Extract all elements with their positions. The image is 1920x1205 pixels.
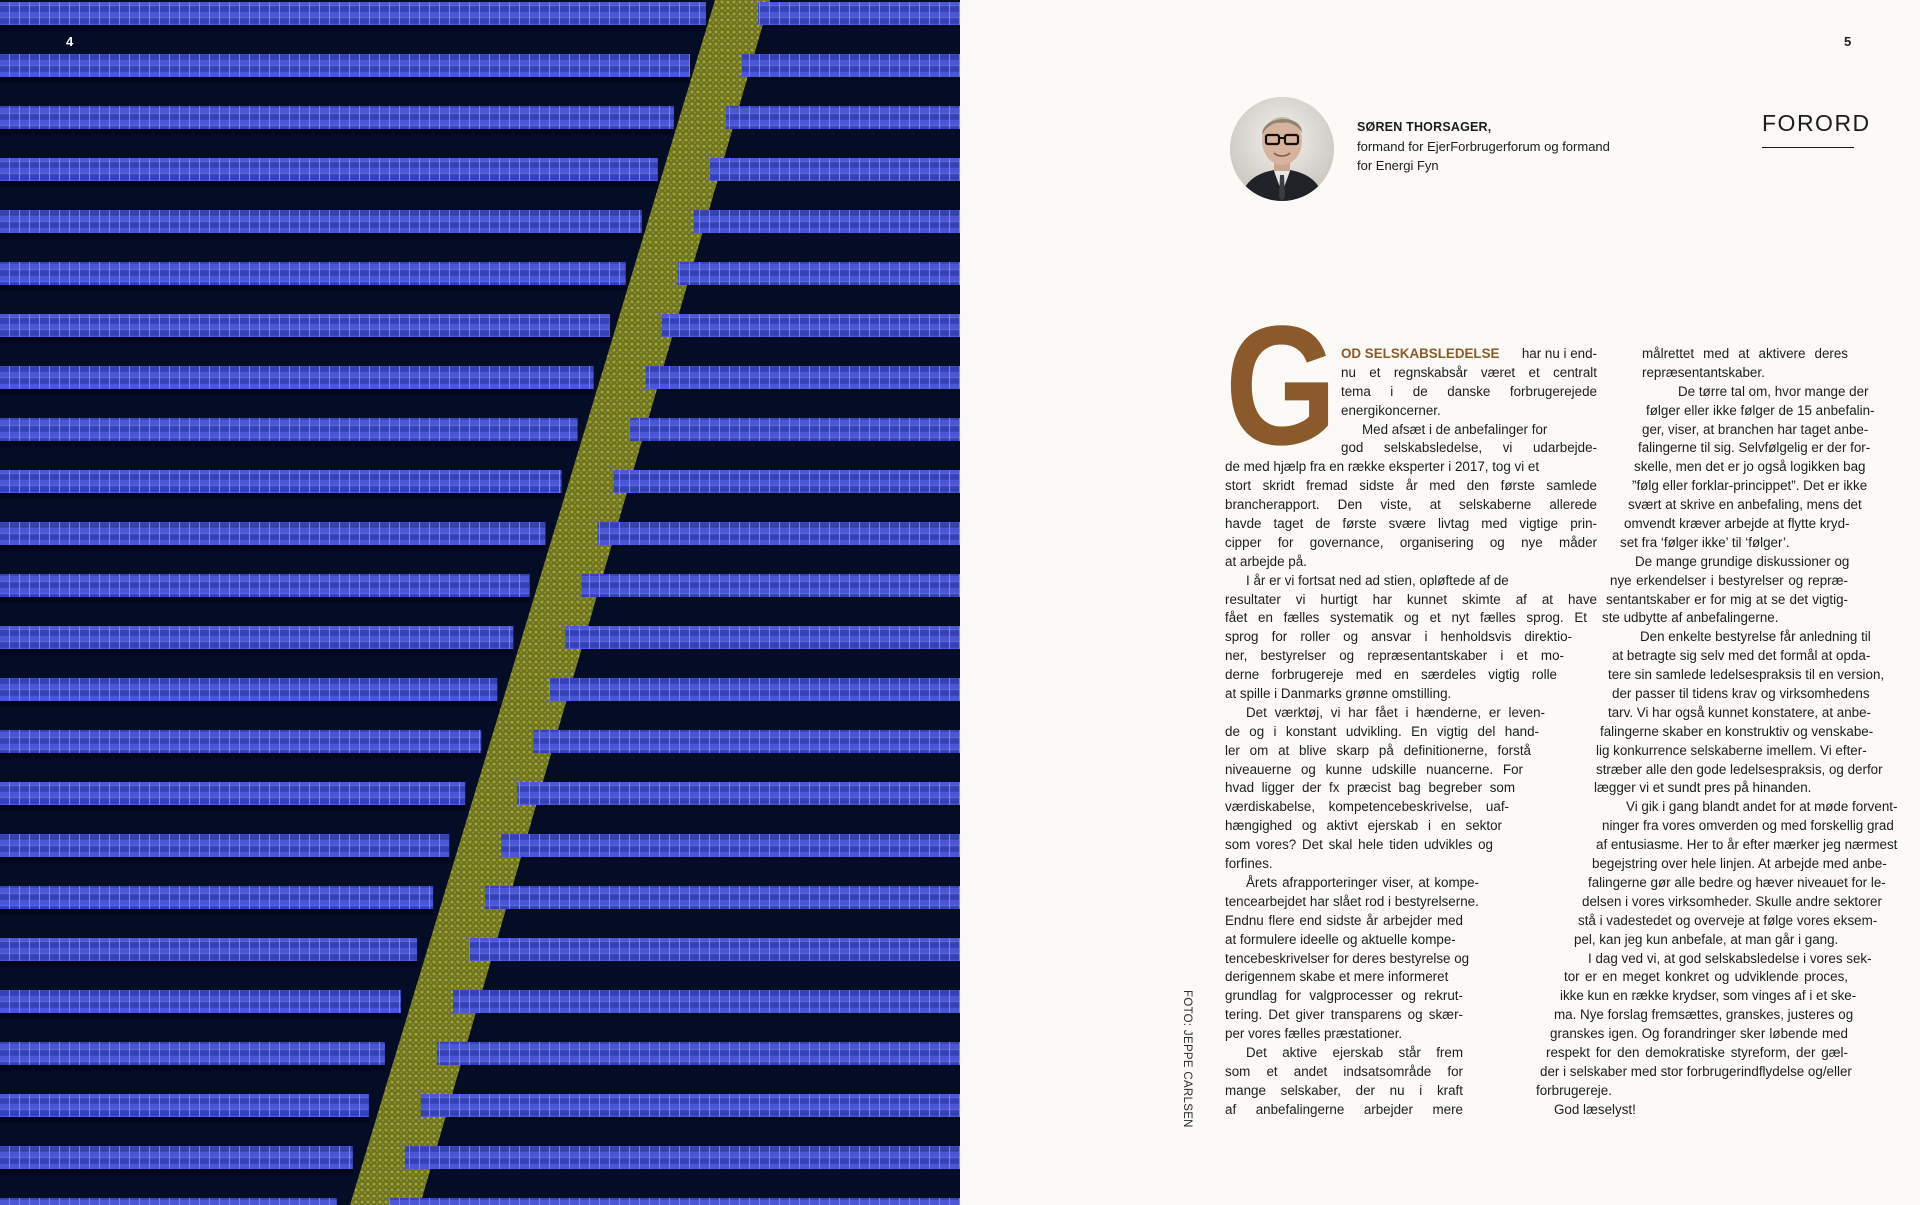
article-line: ”følg eller forklar-princippet”. Det er ikke: [1632, 478, 1868, 494]
article-line: lægger vi et sundt pres på hinanden.: [1594, 780, 1812, 796]
article-line: hængighed og aktivt ejerskab i en sektor: [1225, 818, 1502, 834]
article-line: nu et regnskabsår været et centralt: [1341, 364, 1597, 380]
article-line: at spille i Danmarks grønne omstilling.: [1225, 686, 1452, 702]
article-line: falingerne gør alle bedre og hæver niveauet for le-: [1588, 874, 1886, 890]
article-line: Den enkelte bestyrelse får anledning til: [1640, 629, 1871, 645]
article-line: Endnu flere end sidste år arbejder med: [1225, 912, 1463, 928]
article-line: skelle, men det er jo også logikken bag: [1634, 459, 1866, 475]
article-line: lig konkurrence selskaberne imellem. Vi efter-: [1596, 742, 1867, 758]
article-line: Det aktive ejerskab står frem: [1246, 1044, 1463, 1060]
article-line: I år er vi fortsat ned ad stien, opløftede af de: [1246, 572, 1509, 588]
author-name: SØREN THORSAGER,: [1357, 120, 1492, 134]
article-line: ikke kun en række krydser, som vinges af i et ske-: [1560, 988, 1857, 1004]
avatar-icon: [1230, 97, 1334, 201]
article-line: værdiskabelse, kompetencebeskrivelse, uaf-: [1225, 799, 1509, 815]
article-line: tencearbejdet har slået rod i bestyrelserne.: [1225, 893, 1479, 909]
article-line: stå i vadestedet og overveje at følge vores eksem-: [1578, 912, 1878, 928]
article-line: mange selskaber, der nu i kraft: [1225, 1082, 1463, 1098]
article-line: Vi gik i gang blandt andet for at møde forvent-: [1626, 799, 1898, 815]
page-number-left: 4: [66, 34, 74, 49]
article-column-2: [1478, 345, 1898, 1120]
article-line: ger, viser, at branchen har taget anbe-: [1642, 421, 1869, 437]
article-line: grundlag for valgprocesser og rekrut-: [1225, 988, 1463, 1004]
article-line: at betragte sig selv med det formål at opda-: [1612, 648, 1871, 664]
article-line: ste udbytte af anbefalingerne.: [1602, 610, 1779, 626]
article-line: falingerne skaber en konstruktiv og venskabe-: [1600, 723, 1874, 739]
article-line: omvendt kræver arbejde at flytte kryd-: [1624, 516, 1850, 532]
drop-cap-letter: G: [1225, 320, 1337, 455]
article-line: ner, bestyrelser og repræsentantskaber i et mo-: [1225, 648, 1564, 664]
article-line: af anbefalingerne arbejder mere: [1225, 1101, 1463, 1117]
article-line: tencebeskrivelser for deres bestyrelse og: [1225, 950, 1470, 966]
article-line: per vores fælles præstationer.: [1225, 1026, 1403, 1042]
article-line: niveauerne og kunne udskille nuancerne. For: [1225, 761, 1523, 777]
article-line: Med afsæt i de anbefalinger for: [1362, 421, 1548, 437]
article-line: cipper for governance, organisering og nye måder: [1225, 534, 1597, 550]
article-line: svært at skrive en anbefaling, mens det: [1628, 497, 1862, 513]
article-line: stræber alle den gode ledelsespraksis, og derfor: [1596, 761, 1883, 777]
article-line: nye erkendelser i bestyrelser og repræ-: [1610, 572, 1848, 588]
article-line: de og i konstant udvikling. En vigtig del hand-: [1225, 723, 1539, 739]
article-line: målrettet med at aktivere deres: [1642, 346, 1848, 361]
article-line: pel, kan jeg kun anbefale, at man går i gang.: [1574, 931, 1839, 947]
article-line: derigennem skabe et mere informeret: [1225, 969, 1449, 985]
article-line: stort skridt fremad sidste år med den første samlede: [1225, 478, 1597, 494]
article-line: resultater vi hurtigt har kunnet skimte af at have: [1225, 591, 1597, 607]
article-line: God læselyst!: [1554, 1101, 1636, 1117]
article-line: havde taget de første svære livtag med vigtige prin-: [1225, 516, 1597, 532]
article-line: falingerne til sig. Selvfølgelig er der for-: [1638, 440, 1871, 456]
article-line: der i selskaber med stor forbrugerindflydelse og/eller: [1540, 1063, 1852, 1079]
lead-in: OD SELSKABSLEDELSE: [1341, 346, 1500, 361]
article-line: at formulere ideelle og aktuelle kompe-: [1225, 931, 1456, 947]
page-number-right: 5: [1844, 34, 1852, 49]
article-line: tering. Det giver transparens og skær-: [1225, 1007, 1463, 1023]
article-line: delsen i vores virksomheder. Skulle andre sektorer: [1582, 893, 1882, 909]
article-line: som vores? Det skal hele tiden udvikles og: [1225, 837, 1493, 853]
article-line: fået en fælles systematik og et nyt fælles sprog. Et: [1225, 610, 1587, 626]
article-line: forbrugereje.: [1536, 1082, 1612, 1098]
article-line: følger eller ikke følger de 15 anbefalin-: [1646, 402, 1875, 418]
article-line: ler om at blive skarp på definitionerne, forstå: [1225, 742, 1531, 758]
article-line: god selskabsledelse, vi udarbejde-: [1341, 440, 1597, 456]
author-byline: [1357, 118, 1677, 175]
article-line: I dag ved vi, at god selskabsledelse i vores sek-: [1588, 950, 1872, 966]
article-line: sprog for roller og ansvar i henholdsvis direktio-: [1225, 629, 1572, 645]
article-line: De mange grundige diskussioner og: [1635, 553, 1850, 569]
author-portrait: [1230, 97, 1334, 201]
article-line: Årets afrapporteringer viser, at kompe-: [1246, 874, 1479, 890]
article-line: derne forbrugereje med en særdeles vigtig rolle: [1225, 667, 1557, 683]
article-line: de med hjælp fra en række eksperter i 2017, tog vi et: [1225, 459, 1540, 475]
article-line: at arbejde på.: [1225, 553, 1307, 569]
article-line: der passer til tidens krav og virksomhedens: [1612, 686, 1870, 702]
article-line: energikoncerner.: [1341, 402, 1441, 418]
author-role-line-2: for Energi Fyn: [1357, 158, 1439, 173]
article-line: sentantskaber er for mig at se det vigtig-: [1606, 591, 1848, 607]
article-line: som et andet indsatsområde for: [1225, 1063, 1463, 1079]
article-line: granskes igen. Og forandringer sker løbende med: [1550, 1026, 1848, 1042]
article-line: begejstring over hele linjen. At arbejde med anbe-: [1592, 856, 1887, 872]
article-line: tema i de danske forbrugerejede: [1341, 383, 1597, 399]
article-line: ninger fra vores omverden og med forskellig grad: [1602, 818, 1894, 834]
article-line: af entusiasme. Her to år efter mærker jeg nærmest: [1596, 837, 1898, 853]
article-line: set fra ‘følger ikke’ til ‘følger’.: [1620, 534, 1790, 550]
article-line: forfines.: [1225, 856, 1273, 872]
article-line: tere sin samlede ledelsespraksis til en version,: [1608, 667, 1885, 683]
article-line: tarv. Vi har også kunnet konstatere, at anbe-: [1608, 704, 1872, 720]
article-line: De tørre tal om, hvor mange der: [1678, 383, 1869, 399]
article-line: tor er en meget konkret og udviklende proces,: [1564, 969, 1848, 985]
article-line: ma. Nye forslag fremsættes, granskes, justeres og: [1554, 1007, 1854, 1023]
article-text: har nu i end-: [1521, 346, 1597, 361]
article-line: respekt for den demokratiske styreform, der gæl-: [1546, 1044, 1848, 1060]
article-line: repræsentantskaber.: [1642, 364, 1765, 380]
article-line: hvad ligger der fx præcist bag begreber som: [1225, 780, 1515, 796]
article-line: brancherapport. Den viste, at selskaberne allerede: [1225, 497, 1597, 513]
photo-credit: FOTO: JEPPE CARLSEN: [1181, 990, 1193, 1128]
article-line: Det værktøj, vi har fået i hænderne, er leven-: [1246, 704, 1545, 720]
author-role-line-1: formand for EjerForbrugerforum og formand: [1357, 139, 1610, 154]
section-divider: [1762, 147, 1854, 148]
section-title: FORORD: [1762, 110, 1871, 136]
